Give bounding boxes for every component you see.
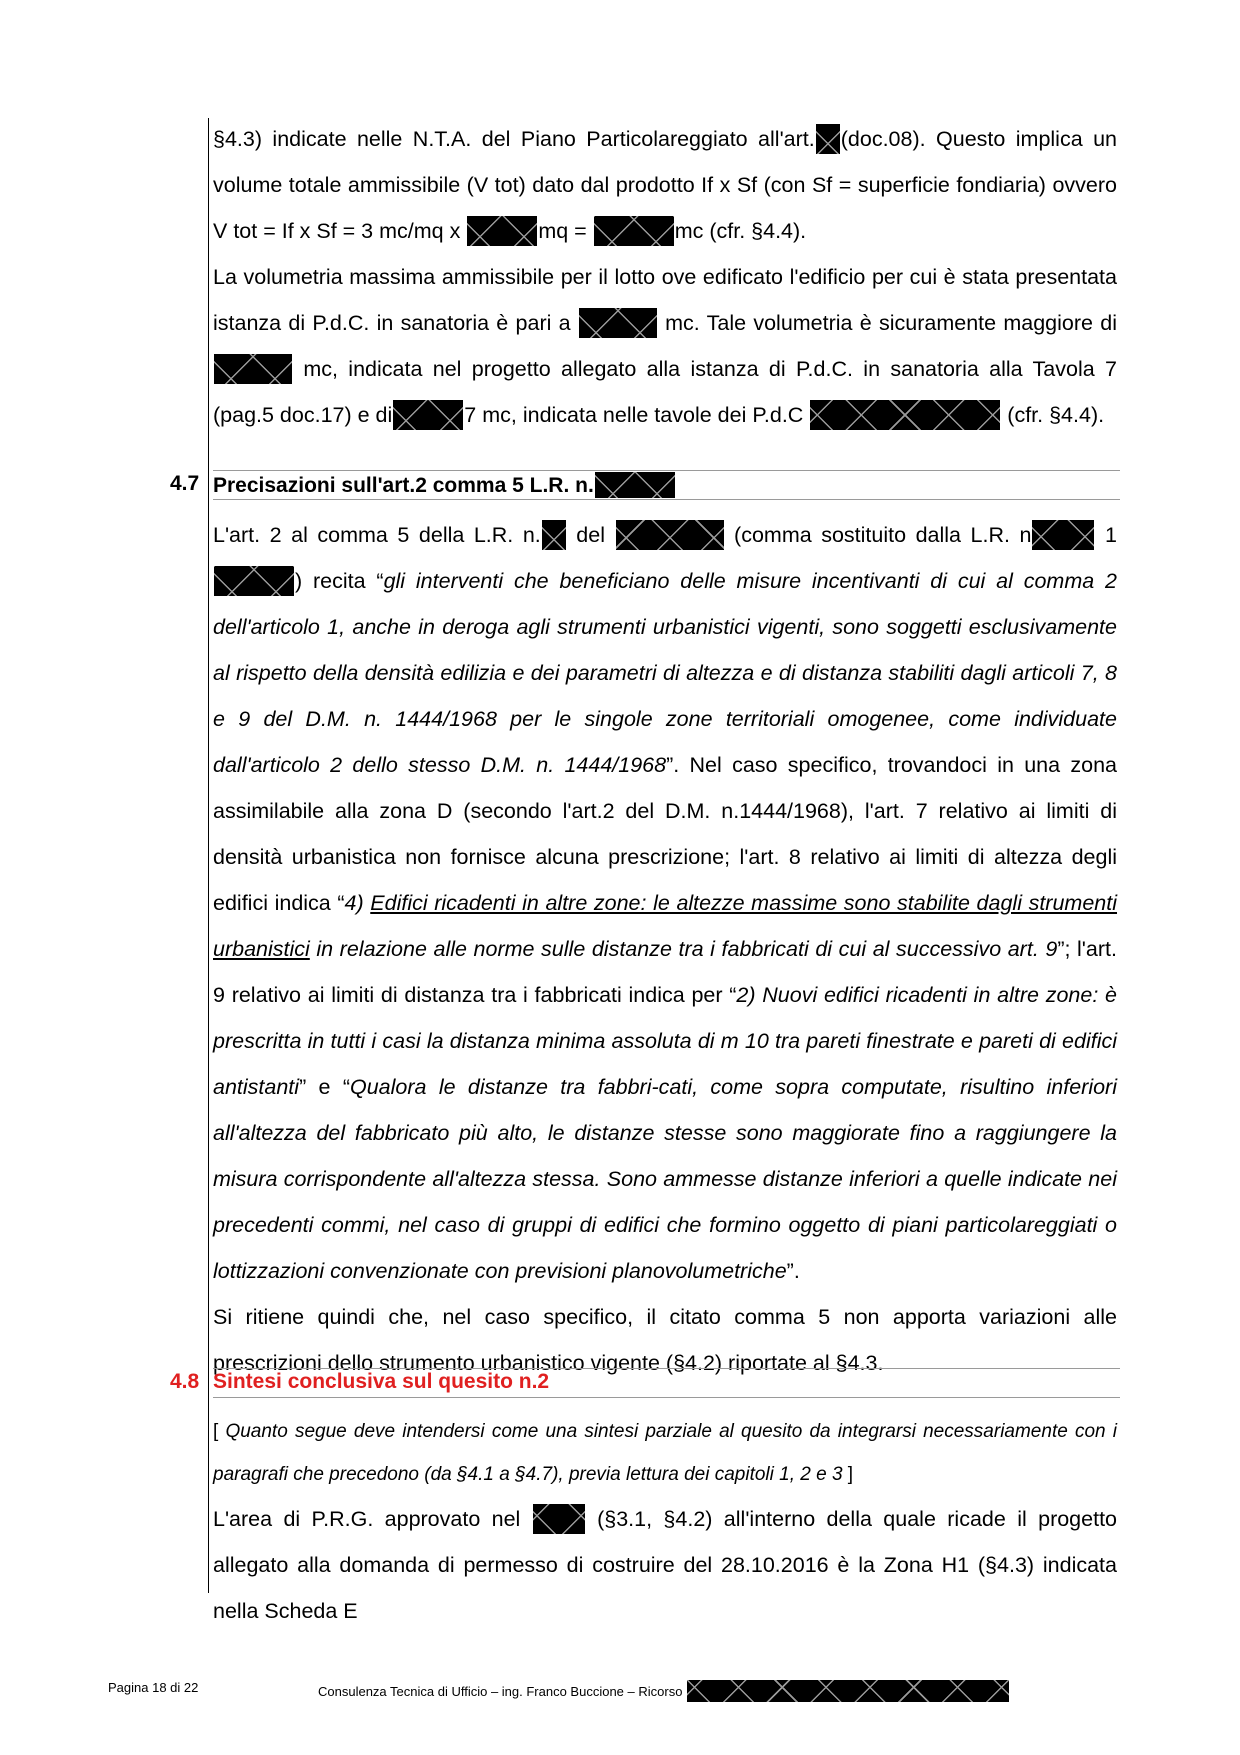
text-span: mc (cfr. §4.4). bbox=[674, 219, 807, 243]
paragraph-art2 bbox=[213, 512, 1117, 1294]
redaction-block bbox=[542, 520, 566, 550]
text-span: ] bbox=[842, 1464, 854, 1485]
heading-rule-top bbox=[213, 470, 1120, 471]
section-heading-4-8 bbox=[170, 1368, 1120, 1398]
heading-title-text: Precisazioni sull'art.2 comma 5 L.R. n. bbox=[213, 474, 594, 497]
heading-title: Sintesi conclusiva sul quesito n.2 bbox=[213, 1370, 550, 1393]
paragraph-volume bbox=[213, 116, 1117, 438]
text-span: L'art. 2 al comma 5 della L.R. n. bbox=[213, 523, 541, 547]
text-span: (§3.1, §4.2) all'interno della quale ricade il progetto allegato alla domanda di permesso di costruire del 28.10.2016 è la Zona H1 (§4.3) indicata nella Scheda E bbox=[213, 1507, 1118, 1623]
redaction-block bbox=[687, 1680, 1009, 1702]
quote-italic: 4) bbox=[344, 891, 371, 915]
quote-italic: 2) Nuovi edifici ricadenti in altre zone: è prescritta in tutti i casi la distanza minima assoluta di m 10 tra pareti finestrate e pareti di edifici antistanti bbox=[213, 983, 1117, 1099]
text-span: L'area di P.R.G. approvato nel bbox=[213, 1507, 521, 1531]
text-span: mc, indicata nel progetto allegato alla istanza di P.d.C. in sanatoria alla Tavola 7 (pag.5 doc.17) e di bbox=[213, 357, 1117, 427]
paragraph-area-prg bbox=[213, 1496, 1117, 1634]
text-span: mq = bbox=[538, 219, 587, 243]
section-4-8-body bbox=[213, 1410, 1117, 1634]
redaction-block bbox=[1032, 520, 1094, 550]
text-span: ”; l'art. 9 relativo ai limiti di distanza tra i fabbricati indica per “ bbox=[213, 937, 1117, 1007]
text-span: La volumetria massima ammissibile per il lotto ove edificato l'edificio per cui è stata presentata istanza di P.d.C. in sanatoria è pari a bbox=[213, 265, 1117, 335]
redaction-block bbox=[616, 520, 724, 550]
quote-italic: gli interventi che beneficiano delle misure incentivanti di cui al comma 2 dell'articolo 1, anche in deroga agli strumenti urbanistici vigenti, sono soggetti esclusivamente al rispetto della densità edilizia e dei parametri di altezza e di distanza stabiliti dagli articoli 7, 8 e 9 del D.M. n. 1444/1968 per le singole zone territoriali omogenee, come individuate dall'articolo 2 dello stesso D.M. n. 1444/1968 bbox=[213, 569, 1117, 777]
quote-underlined: Edifici ricadenti in altre zone: le altezze massime sono stabilite dagli strumenti urbanistici bbox=[213, 891, 1118, 961]
redaction-block bbox=[393, 400, 463, 430]
heading-rule-bottom bbox=[213, 1397, 1120, 1398]
redaction-block bbox=[816, 124, 840, 154]
text-span: ” e “ bbox=[299, 1075, 350, 1099]
footer-text bbox=[318, 1680, 1010, 1702]
redaction-block bbox=[595, 472, 675, 498]
text-span: (cfr. §4.4). bbox=[1007, 403, 1105, 427]
redaction-block bbox=[214, 354, 292, 384]
redaction-block bbox=[467, 216, 537, 246]
redaction-block bbox=[810, 400, 1000, 430]
footer-page-number: Pagina 18 di 22 bbox=[108, 1680, 199, 1695]
footer-text-span: Consulenza Tecnica di Ufficio – ing. Franco Buccione – Ricorso bbox=[318, 1684, 683, 1699]
note-italic: Quanto segue deve intendersi come una sintesi parziale al quesito da integrarsi necessariamente con i paragrafi che precedono (da §4.1 a §4.7), previa lettura dei capitoli 1, 2 e 3 bbox=[213, 1421, 1117, 1485]
heading-title bbox=[213, 472, 676, 498]
paragraph-conclusion-4-7: Si ritiene quindi che, nel caso specifico, il citato comma 5 non apporta variazioni alle prescrizioni dello strumento urbanistico vigente (§4.2) riportate al §4.3. bbox=[213, 1305, 1117, 1375]
section-4-7-body bbox=[213, 512, 1117, 1386]
text-span: §4.3) indicate nelle N.T.A. del Piano Particolareggiato all'art. bbox=[213, 127, 815, 151]
paragraph-volumetria bbox=[213, 254, 1117, 438]
redaction-block bbox=[579, 308, 657, 338]
paragraph-note bbox=[213, 1410, 1117, 1496]
heading-number: 4.8 bbox=[170, 1370, 200, 1393]
heading-rule-top bbox=[213, 1368, 1120, 1369]
heading-rule-bottom bbox=[213, 499, 1120, 500]
redaction-block bbox=[214, 566, 294, 596]
quote-italic: Qualora le distanze tra fabbri-cati, come sopra computate, risultino inferiori all'altezza del fabbricato più alto, le distanze stesse sono maggiorate fino a raggiungere la misura corrispondente all'altezza stessa. Sono ammesse distanze inferiori a quelle indicate nei precedenti commi, nel caso di gruppi di edifici che formino oggetto di piani particolareggiati o lottizzazioni convenzionate con previsioni planovolumetriche bbox=[213, 1075, 1117, 1283]
heading-number: 4.7 bbox=[170, 472, 200, 495]
redaction-block bbox=[594, 216, 674, 246]
text-span: ”. bbox=[786, 1259, 800, 1283]
text-span: [ bbox=[213, 1421, 226, 1442]
text-span: mc. Tale volumetria è sicuramente maggiore di bbox=[665, 311, 1117, 335]
text-span: 1 bbox=[1105, 523, 1117, 547]
redaction-block bbox=[533, 1504, 585, 1534]
text-span: (comma sostituito dalla L.R. n bbox=[734, 523, 1032, 547]
text-span: ”. Nel caso specifico, trovandoci in una zona assimilabile alla zona D (secondo l'art.2 del D.M. n.1444/1968), l'art. 7 relativo ai limiti di densità urbanistica non fornisce alcuna prescrizione; l'art. 8 relativo ai limiti di altezza degli edifici indica “ bbox=[213, 753, 1118, 915]
quote-italic: in relazione alle norme sulle distanze tra i fabbricati di cui al successivo art. 9 bbox=[309, 937, 1058, 961]
text-span: del bbox=[576, 523, 605, 547]
text-span: 7 mc, indicata nelle tavole dei P.d.C bbox=[464, 403, 804, 427]
text-span: ) recita “ bbox=[295, 569, 384, 593]
text-span: (doc.08). Questo implica un volume totale ammissibile (V tot) dato dal prodotto If x Sf (con Sf = superficie fondiaria) ovvero V tot = If x Sf = 3 mc/mq x bbox=[213, 127, 1118, 243]
section-heading-4-7 bbox=[170, 470, 1120, 500]
